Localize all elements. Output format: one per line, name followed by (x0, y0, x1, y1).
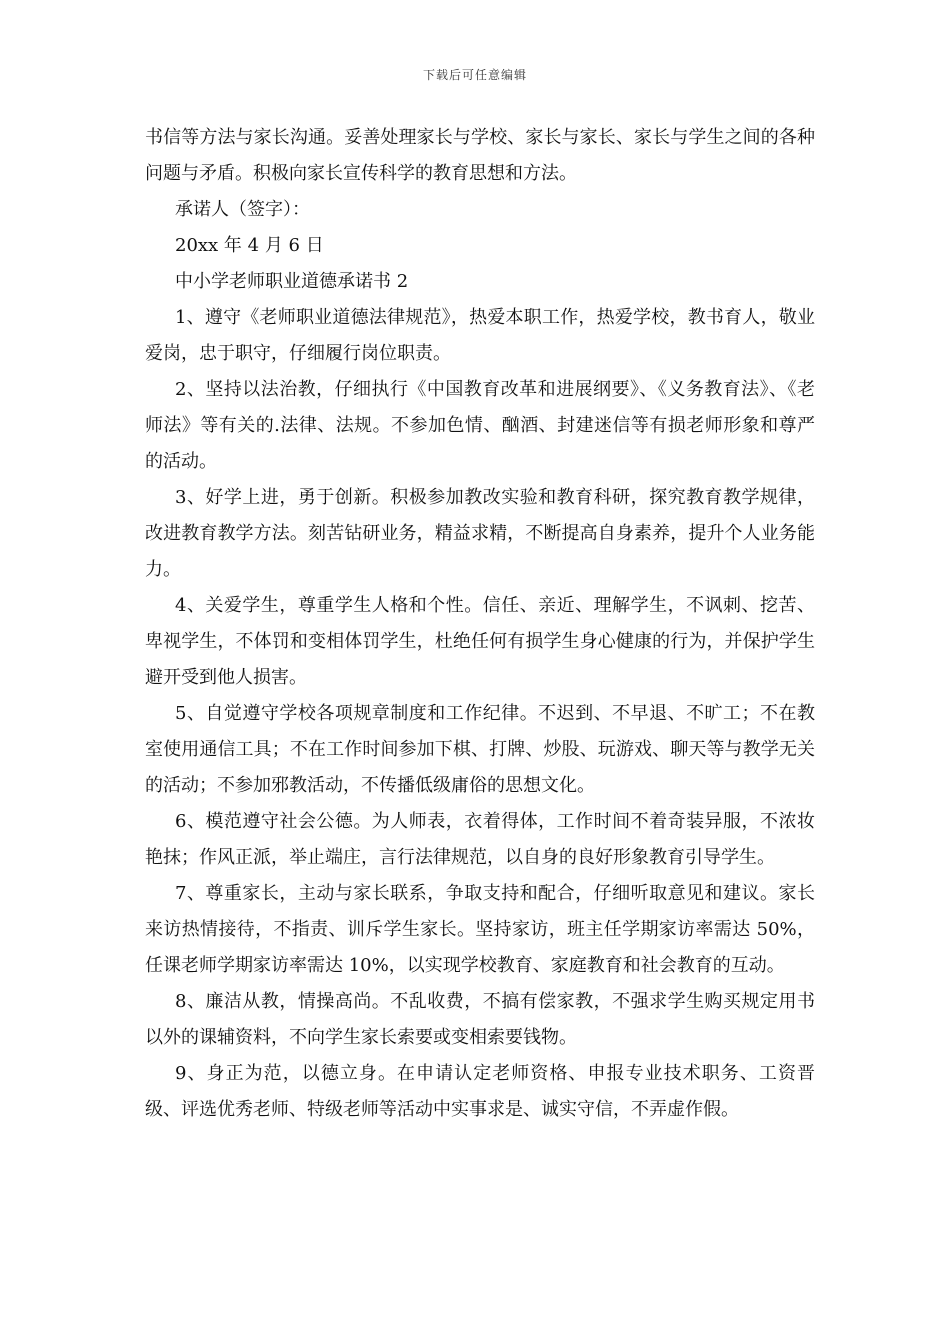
pledge-item-3: 3、好学上进，勇于创新。积极参加教改实验和教育科研，探究教育教学规律，改进教育教学方法。刻苦钻研业务，精益求精，不断提高自身素养，提升个人业务能力。 (145, 487, 815, 580)
paragraph-continuation: 书信等方法与家长沟通。妥善处理家长与学校、家长与家长、家长与学生之间的各种问题与矛盾。积极向家长宣传科学的教育思想和方法。 (145, 127, 815, 184)
pledge-item-4: 4、关爱学生，尊重学生人格和个性。信任、亲近、理解学生，不讽刺、挖苦、卑视学生，不体罚和变相体罚学生，杜绝任何有损学生身心健康的行为，并保护学生避开受到他人损害。 (145, 595, 815, 688)
pledge-item-2: 2、坚持以法治教，仔细执行《中国教育改革和进展纲要》、《义务教育法》、《老师法》等有关的.法律、法规。不参加色情、酗酒、封建迷信等有损老师形象和尊严的活动。 (145, 379, 815, 472)
page-header-note: 下载后可任意编辑 (422, 68, 527, 82)
pledge-item-1: 1、遵守《老师职业道德法律规范》，热爱本职工作，热爱学校，教书育人，敬业爱岗，忠于职守，仔细履行岗位职责。 (145, 307, 815, 364)
date-line: 20xx 年 4 月 6 日 (175, 235, 324, 256)
pledge-item-5: 5、自觉遵守学校各项规章制度和工作纪律。不迟到、不早退、不旷工；不在教室使用通信工具；不在工作时间参加下棋、打牌、炒股、玩游戏、聊天等与教学无关的活动；不参加邪教活动，不传播低级庸俗的思想文化。 (145, 703, 815, 796)
pledge-item-8: 8、廉洁从教，情操高尚。不乱收费，不搞有偿家教，不强求学生购买规定用书以外的课辅资料，不向学生家长索要或变相索要钱物。 (145, 991, 815, 1048)
signature-line: 承诺人（签字）： (175, 199, 310, 220)
section-title: 中小学老师职业道德承诺书 2 (175, 271, 409, 292)
pledge-item-6: 6、模范遵守社会公德。为人师表，衣着得体，工作时间不着奇装异服，不浓妆艳抹；作风正派，举止端庄，言行法律规范，以自身的良好形象教育引导学生。 (145, 811, 815, 868)
pledge-item-9: 9、身正为范，以德立身。在申请认定老师资格、申报专业技术职务、工资晋级、评选优秀老师、特级老师等活动中实事求是、诚实守信，不弄虚作假。 (145, 1063, 815, 1120)
pledge-item-7: 7、尊重家长，主动与家长联系，争取支持和配合，仔细听取意见和建议。家长来访热情接待，不指责、训斥学生家长。坚持家访，班主任学期家访率需达 50%，任课老师学期家访率需达 10%，以实现学校教育、家庭教育和社会教育的互动。 (145, 883, 815, 976)
document-body (145, 120, 815, 1128)
